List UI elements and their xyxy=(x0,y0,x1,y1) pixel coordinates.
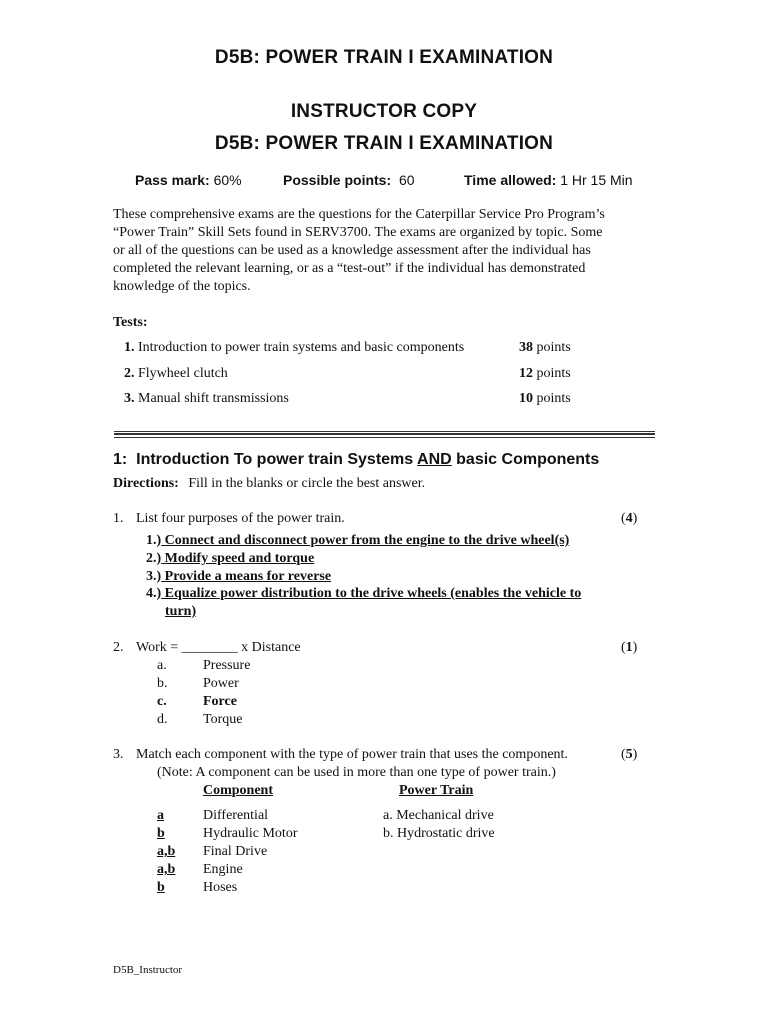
question-points: (4) xyxy=(621,511,638,526)
option-text: Torque xyxy=(203,712,243,727)
exam-subtitle: D5B: POWER TRAIN I EXAMINATION xyxy=(214,133,554,154)
option-letter: a. xyxy=(157,658,167,673)
answer-number: 4.) xyxy=(146,586,162,601)
answer-number: 1.) xyxy=(146,533,162,548)
test-points-unit: points xyxy=(536,340,571,355)
question-points-value: 5 xyxy=(625,747,633,762)
power-train-header: Power Train xyxy=(399,783,474,798)
intro-line: completed the relevant learning, or as a “test-out” if the individual has demonstrated xyxy=(113,261,586,276)
question-points-value: 1 xyxy=(625,640,633,655)
directions-text: Fill in the blanks or circle the best answer. xyxy=(188,476,426,491)
instructor-copy-label: INSTRUCTOR COPY xyxy=(290,101,478,122)
tests-label: Tests: xyxy=(113,315,148,330)
intro-line: “Power Train” Skill Sets found in SERV3700. The exams are organized by topic. Some xyxy=(113,225,603,240)
question-text: List four purposes of the power train. xyxy=(136,511,345,526)
answer-number: 3.) xyxy=(146,569,162,584)
question-number: 2. xyxy=(113,640,124,655)
directions xyxy=(113,476,425,492)
question-number: 1. xyxy=(113,511,124,526)
intro-line: knowledge of the topics. xyxy=(113,279,251,294)
test-number: 1. xyxy=(124,340,135,355)
directions-label: Directions: xyxy=(113,476,179,491)
option-text: Power xyxy=(203,676,239,691)
question-text-pre: Work = xyxy=(136,640,182,655)
section-title-post: basic Components xyxy=(451,451,600,468)
question-points: (1) xyxy=(621,640,638,655)
question-note: (Note: A component can be used in more than one type of power train.) xyxy=(157,765,556,780)
match-answer: a,b xyxy=(157,844,176,859)
intro-line: These comprehensive exams are the questions for the Caterpillar Service Pro Program’s xyxy=(113,207,605,222)
possible-points-label: Possible points: xyxy=(283,172,392,188)
possible-points xyxy=(283,172,415,188)
match-answer: b xyxy=(157,880,165,895)
test-points-unit: points xyxy=(536,366,571,381)
option-text-correct: Force xyxy=(203,694,237,709)
question-points: (5) xyxy=(621,747,638,762)
test-points-value: 10 xyxy=(519,391,533,406)
component-name: Hoses xyxy=(203,880,238,895)
answer-line xyxy=(146,569,331,585)
time-allowed-value: 1 Hr 15 Min xyxy=(560,172,633,188)
intro-line: or all of the questions can be used as a knowledge assessment after the individual has xyxy=(113,243,591,258)
option-letter: b. xyxy=(157,676,168,691)
question-number: 3. xyxy=(113,747,124,762)
question-text-post: x Distance xyxy=(237,640,301,655)
answer-continuation: turn) xyxy=(165,604,197,619)
match-answer: a xyxy=(157,808,164,823)
test-number: 3. xyxy=(124,391,135,406)
page-footer: D5B_Instructor xyxy=(113,964,183,976)
test-item xyxy=(124,340,584,356)
time-allowed-label: Time allowed: xyxy=(464,172,557,188)
option-letter: d. xyxy=(157,712,168,727)
option-letter: c. xyxy=(157,694,167,709)
pass-mark-value: 60% xyxy=(213,172,242,188)
divider-rule xyxy=(114,431,655,432)
test-name: Flywheel clutch xyxy=(138,366,228,381)
test-item xyxy=(124,391,584,407)
test-points xyxy=(519,366,571,382)
answer-line xyxy=(146,586,581,602)
time-allowed xyxy=(464,172,633,188)
answer-blank: ________ xyxy=(181,640,238,655)
section-title xyxy=(113,451,599,469)
component-name: Engine xyxy=(203,862,243,877)
answer-text: Provide a means for reverse xyxy=(161,569,332,584)
answer-line xyxy=(146,551,314,567)
test-name: Manual shift transmissions xyxy=(138,391,289,406)
answer-number: 2.) xyxy=(146,551,162,566)
component-name: Differential xyxy=(203,808,269,823)
question-text: Match each component with the type of power train that uses the component. xyxy=(136,747,568,762)
match-answer: b xyxy=(157,826,165,841)
question-points-value: 4 xyxy=(625,511,633,526)
answer-text: Equalize power distribution to the drive wheels (enables the vehicle to xyxy=(161,586,582,601)
test-number: 2. xyxy=(124,366,135,381)
intro-paragraph xyxy=(113,206,673,296)
component-name: Final Drive xyxy=(203,844,268,859)
test-points xyxy=(519,340,571,356)
possible-points-value: 60 xyxy=(399,172,415,188)
test-item xyxy=(124,366,584,382)
power-train-option: a. Mechanical drive xyxy=(383,808,494,823)
pass-mark xyxy=(135,172,242,188)
test-points-value: 12 xyxy=(519,366,533,381)
test-points-unit: points xyxy=(536,391,571,406)
match-answer: a,b xyxy=(157,862,176,877)
answer-text: Connect and disconnect power from the engine to the drive wheel(s) xyxy=(161,533,570,548)
answer-line xyxy=(146,533,569,549)
power-train-option: b. Hydrostatic drive xyxy=(383,826,495,841)
component-name: Hydraulic Motor xyxy=(203,826,298,841)
pass-mark-label: Pass mark: xyxy=(135,172,210,188)
component-header: Component xyxy=(203,783,274,798)
page-title: D5B: POWER TRAIN I EXAMINATION xyxy=(214,47,554,68)
question-text xyxy=(136,640,301,656)
divider-rule xyxy=(114,437,655,438)
divider-rule xyxy=(114,433,655,435)
section-title-and: AND xyxy=(417,451,452,468)
option-text: Pressure xyxy=(203,658,251,673)
section-title-pre: 1: Introduction To power train Systems xyxy=(113,451,418,468)
test-name: Introduction to power train systems and basic components xyxy=(138,340,465,355)
test-points-value: 38 xyxy=(519,340,533,355)
test-points xyxy=(519,391,571,407)
answer-text: Modify speed and torque xyxy=(161,551,315,566)
